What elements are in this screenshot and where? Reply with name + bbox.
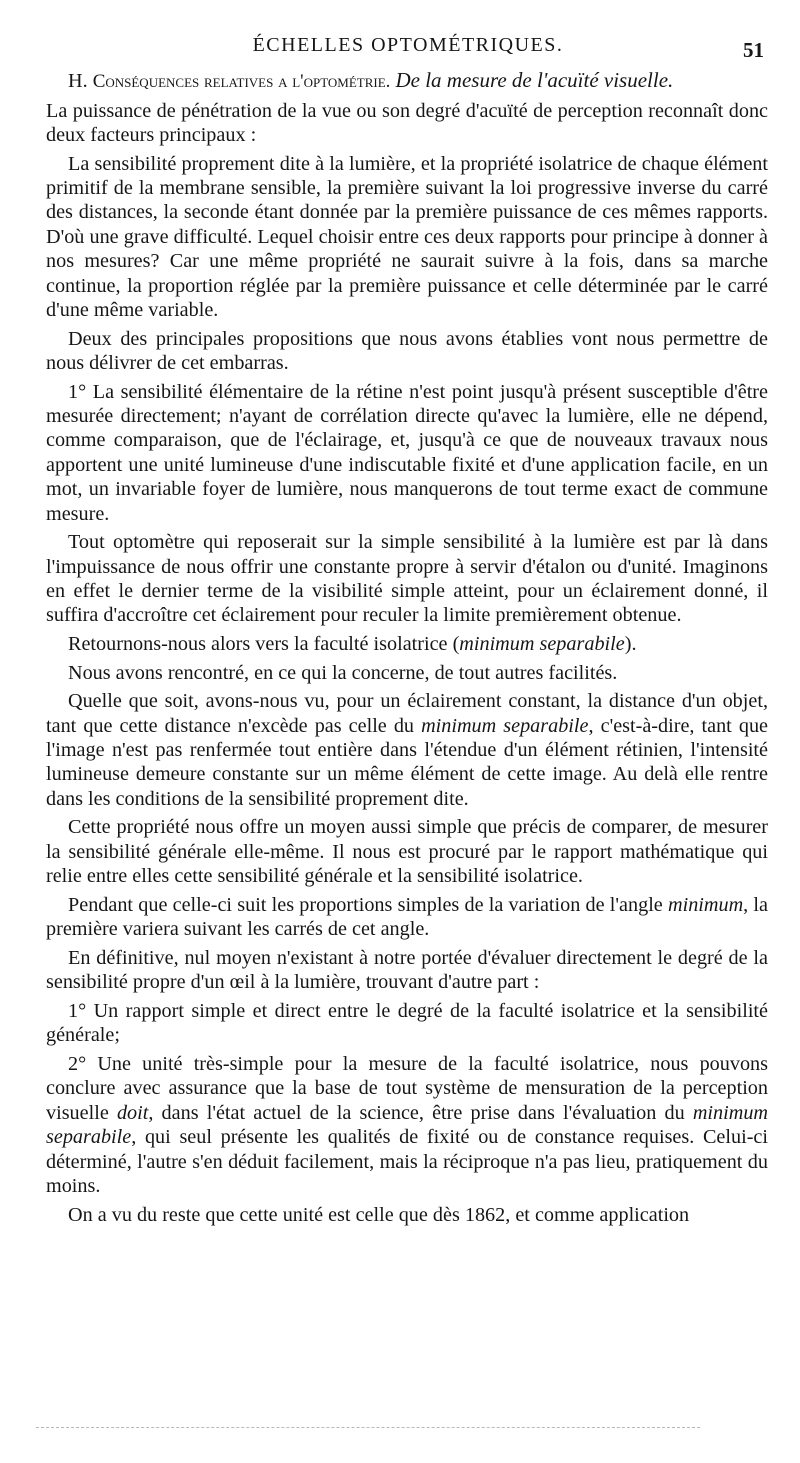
paragraph-11: En définitive, nul moyen n'existant à notre portée d'évaluer directement le degré de la sensibilité propre d'un œil à la lumière, trouvant d'autre part : bbox=[46, 946, 768, 994]
paragraph-8-em: minimum separabile bbox=[421, 714, 589, 737]
paragraph-6-a: Retournons-nous alors vers la faculté isolatrice ( bbox=[68, 633, 460, 656]
page-number: 51 bbox=[743, 38, 764, 62]
paragraph-13 bbox=[46, 1052, 768, 1198]
section-subtitle: De la mesure de l'acuïté visuelle. bbox=[395, 68, 674, 92]
paragraph-10-b: , la première variera suivant les carrés de cet angle. bbox=[46, 893, 768, 941]
paragraph-13-em-1: doit bbox=[116, 1101, 149, 1124]
paragraph-14: On a vu du reste que cette unité est celle que dès 1862, et comme application bbox=[68, 1203, 690, 1226]
paragraph-8 bbox=[46, 689, 768, 811]
paragraph-4: 1° La sensibilité élémentaire de la rétine n'est point jusqu'à présent susceptible d'être mesurée directement; n'ayant de corrélation directe qu'avec la lumière, elle ne dépend, comme comparaison, que de l'éclairage, et, jusqu'à ce que de nouveaux travaux nous apportent une unité lumineuse d'une indiscutable fixité et d'une application facile, en un mot, un invariable foyer de lumière, nous manquerons de tout terme exact de commune mesure. bbox=[46, 380, 768, 525]
paragraph-7: Nous avons rencontré, en ce qui la concerne, de tout autres facilités. bbox=[68, 661, 618, 684]
paragraph-10-a: Pendant que celle-ci suit les proportions simples de la variation de l'angle bbox=[68, 893, 668, 916]
paragraph-12: 1° Un rapport simple et direct entre le degré de la faculté isolatrice et la sensibilité générale; bbox=[46, 999, 768, 1047]
section-heading bbox=[46, 68, 768, 94]
paragraph-6-b: ). bbox=[624, 633, 637, 656]
paragraph-6 bbox=[46, 632, 768, 656]
paragraph-9: Cette propriété nous offre un moyen aussi simple que précis de comparer, de mesurer la sensibilité générale elle-même. Il nous est procuré par le rapport mathématique qui relie entre elles cette sensibilité générale et la sensibilité isolatrice. bbox=[46, 816, 768, 888]
paragraph-13-em-2: minimum separabile bbox=[46, 1101, 768, 1149]
footer-rule bbox=[36, 1427, 700, 1428]
running-title: ÉCHELLES OPTOMÉTRIQUES. bbox=[252, 34, 564, 56]
body-text bbox=[46, 68, 768, 1231]
paragraph-3: Deux des principales propositions que nous avons établies vont nous permettre de nous délivrer de cet embarras. bbox=[46, 327, 768, 375]
section-title: Conséquences relatives a l'optométrie. bbox=[92, 71, 391, 92]
paragraph-10-em: minimum bbox=[668, 893, 744, 916]
paragraph-13-b: , dans l'état actuel de la science, être prise dans l'évaluation du bbox=[148, 1101, 693, 1124]
paragraph-8-a: Quelle que soit, avons-nous vu, pour un éclairement constant, la distance d'un objet, tant que cette distance n'excède pas celle du bbox=[46, 690, 768, 737]
running-head bbox=[46, 30, 770, 60]
paragraph-8-b: , c'est-à-dire, tant que l'image n'est pas renfermée tout entière dans l'étendue d'un élément rétinien, l'intensité lumineuse demeure constante sur un même élément de cette image. Au delà elle rentre dans les conditions de la sensibilité proprement dite. bbox=[46, 714, 768, 810]
paragraph-10 bbox=[46, 893, 768, 942]
paragraph-1: La puissance de pénétration de la vue ou son degré d'acuïté de perception reconnaît donc deux facteurs principaux : bbox=[46, 99, 768, 146]
section-label: H. bbox=[68, 70, 88, 92]
paragraph-6-em: minimum separabile bbox=[459, 633, 625, 656]
paragraph-13-a: 2° Une unité très-simple pour la mesure de la faculté isolatrice, nous pouvons conclure avec assurance que la base de tout système de mensuration de la perception visuelle bbox=[46, 1052, 768, 1124]
paragraph-2: La sensibilité proprement dite à la lumière, et la propriété isolatrice de chaque élément primitif de la membrane sensible, la première suivant la loi progressive inverse du carré des distances, la seconde étant donnée par la première puissance de ces mêmes rapports. D'où une grave difficulté. Lequel choisir entre ces deux rapports pour principe à donner à nos mesures? Car une même propriété ne saurait suivre à la fois, dans sa marche continue, la proportion réglée par la première puissance et celle déterminée par le carré d'une même variable. bbox=[46, 152, 768, 322]
paragraph-5: Tout optomètre qui reposerait sur la simple sensibilité à la lumière est par là dans l'impuissance de nous offrir une constante propre à servir d'étalon ou d'unité. Imaginons en effet le dernier terme de la visibilité simple atteint, pour un éclairement donné, il suffira d'accroître cet éclairement pour reculer la limite premièrement obtenue. bbox=[46, 531, 768, 627]
paragraph-13-c: , qui seul présente les qualités de fixité ou de constance requises. Celui-ci déterminé, l'autre s'en déduit facilement, mais la réciproque n'a pas lieu, pratiquement du moins. bbox=[46, 1126, 768, 1197]
